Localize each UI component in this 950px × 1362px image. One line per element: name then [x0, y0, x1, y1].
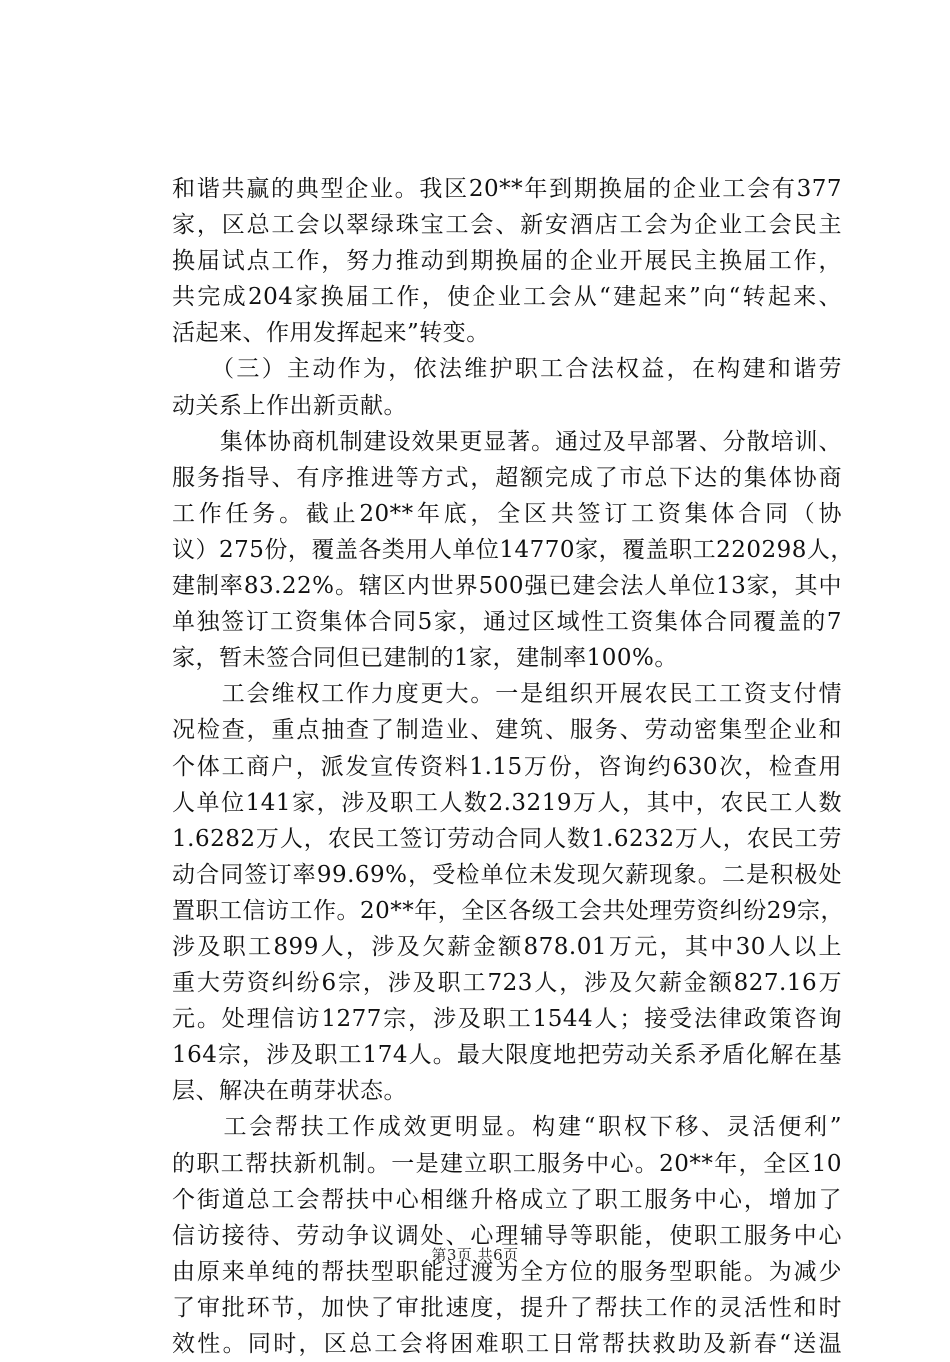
text-line: 和谐共赢的典型企业。我区20**年到期换届的企业工会有377 [172, 176, 842, 202]
text-line: 个街道总工会帮扶中心相继升格成立了职工服务中心，增加了 [172, 1186, 842, 1213]
text-line: 的职工帮扶新机制。一是建立职工服务中心。20**年，全区10 [172, 1150, 842, 1177]
text-line: 单独签订工资集体合同5家，通过区域性工资集体合同覆盖的7 [172, 609, 842, 636]
text-line: 工会帮扶工作成效更明显。构建“职权下移、灵活便利” [172, 1114, 842, 1141]
body-text [172, 171, 854, 1362]
text-line: 动合同签订率99.69%，受检单位未发现欠薪现象。二是积极处 [172, 861, 842, 888]
text-line: 家，区总工会以翠绿珠宝工会、新安酒店工会为企业工会民主 [172, 212, 842, 239]
text-line: 由原来单纯的帮扶型职能过渡为全方位的服务型职能。为减少 [172, 1258, 842, 1285]
text-line: 动关系上作出新贡献。 [172, 392, 407, 419]
text-line: 建制率83.22%。辖区内世界500强已建会法人单位13家，其中 [172, 573, 842, 600]
text-line: 置职工信访工作。20**年，全区各级工会共处理劳资纠纷29宗， [172, 897, 845, 924]
text-line: 1.6282万人，农民工签订劳动合同人数1.6232万人，农民工劳 [172, 825, 842, 852]
text-line: 信访接待、劳动争议调处、心理辅导等职能，使职工服务中心 [172, 1222, 842, 1249]
text-line: 164宗，涉及职工174人。最大限度地把劳动关系矛盾化解在基 [172, 1042, 842, 1069]
text-line: 共完成204家换届工作，使企业工会从“建起来”向“转起来、 [172, 284, 842, 311]
text-line: 层、解决在萌芽状态。 [172, 1078, 407, 1105]
text-line: 元。处理信访1277宗，涉及职工1544人；接受法律政策咨询 [172, 1006, 842, 1033]
text-line: 效性。同时，区总工会将困难职工日常帮扶救助及新春“送温 [172, 1331, 842, 1357]
page-footer: 第3页 共6页 [431, 1246, 519, 1264]
text-line: 人单位141家，涉及职工人数2.3219万人，其中，农民工人数 [172, 789, 842, 816]
text-line: 涉及职工899人，涉及欠薪金额878.01万元，其中30人以上 [172, 933, 842, 960]
text-line: 工会维权工作力度更大。一是组织开展农民工工资支付情 [172, 681, 842, 708]
text-line: 工作任务。截止20**年底，全区共签订工资集体合同（协 [172, 500, 842, 527]
text-line: 集体协商机制建设效果更显著。通过及早部署、分散培训、 [172, 428, 842, 455]
text-line: （三）主动作为，依法维护职工合法权益，在构建和谐劳 [172, 356, 842, 383]
text-line: 重大劳资纠纷6宗，涉及职工723人，涉及欠薪金额827.16万 [172, 970, 842, 997]
text-line: 况检查，重点抽查了制造业、建筑、服务、劳动密集型企业和 [172, 717, 842, 744]
text-line: 活起来、作用发挥起来”转变。 [172, 320, 490, 347]
text-line: 换届试点工作，努力推动到期换届的企业开展民主换届工作， [172, 248, 842, 275]
text-line: 家，暂未签合同但已建制的1家，建制率100%。 [172, 645, 678, 672]
text-line: 议）275份，覆盖各类用人单位14770家，覆盖职工220298人， [172, 536, 854, 563]
text-line: 了审批环节，加快了审批速度，提升了帮扶工作的灵活性和时 [172, 1294, 842, 1321]
text-line: 服务指导、有序推进等方式，超额完成了市总下达的集体协商 [172, 464, 842, 491]
text-line: 个体工商户，派发宣传资料1.15万份，咨询约630次，检查用 [172, 753, 842, 780]
